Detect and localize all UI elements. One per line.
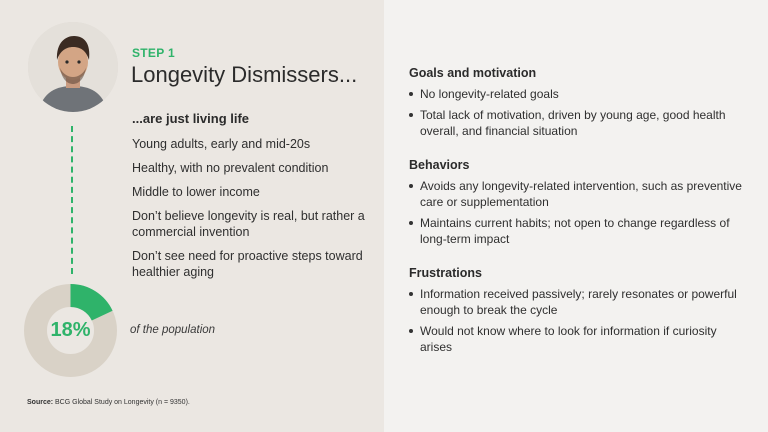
section-heading: Behaviors: [409, 158, 470, 172]
section-list: [409, 178, 749, 247]
section-behaviors: [409, 158, 749, 252]
trait-item: Young adults, early and mid-20s: [132, 137, 311, 151]
persona-title: Longevity Dismissers...: [131, 62, 358, 87]
traits-list: [132, 136, 372, 288]
trait-item: Don’t believe longevity is real, but rather a commercial invention: [132, 209, 365, 239]
trait-item: Healthy, with no prevalent condition: [132, 161, 329, 175]
trait-item: Middle to lower income: [132, 185, 260, 199]
person-portrait-icon: [28, 22, 118, 112]
population-percent: 18%: [50, 319, 91, 341]
section-item: Information received passively; rarely resonates or powerful enough to break the cycle: [409, 286, 749, 318]
source-text: BCG Global Study on Longevity (n = 9350).: [55, 399, 190, 406]
section-item: No longevity-related goals: [409, 86, 749, 102]
source-label: Source:: [27, 399, 54, 406]
section-list: [409, 86, 749, 139]
persona-tagline: ...are just living life: [132, 111, 250, 126]
section-item: Maintains current habits; not open to change regardless of long-term impact: [409, 215, 749, 247]
avatar: [28, 22, 118, 112]
dotted-connector: [71, 126, 73, 274]
section-item: Avoids any longevity-related intervention, such as preventive care or supplementation: [409, 178, 749, 210]
source-note: [27, 399, 190, 406]
section-goals: [409, 66, 749, 144]
step-label: STEP 1: [132, 46, 175, 60]
section-item: Would not know where to look for information if curiosity arises: [409, 323, 749, 355]
section-heading: Frustrations: [409, 266, 482, 280]
section-frustrations: [409, 266, 749, 360]
section-list: [409, 286, 749, 355]
section-item: Total lack of motivation, driven by young age, good health overall, and financial situation: [409, 107, 749, 139]
trait-item: Don’t see need for proactive steps toward healthier aging: [132, 249, 363, 279]
section-heading: Goals and motivation: [409, 66, 537, 80]
population-caption: of the population: [130, 324, 216, 336]
